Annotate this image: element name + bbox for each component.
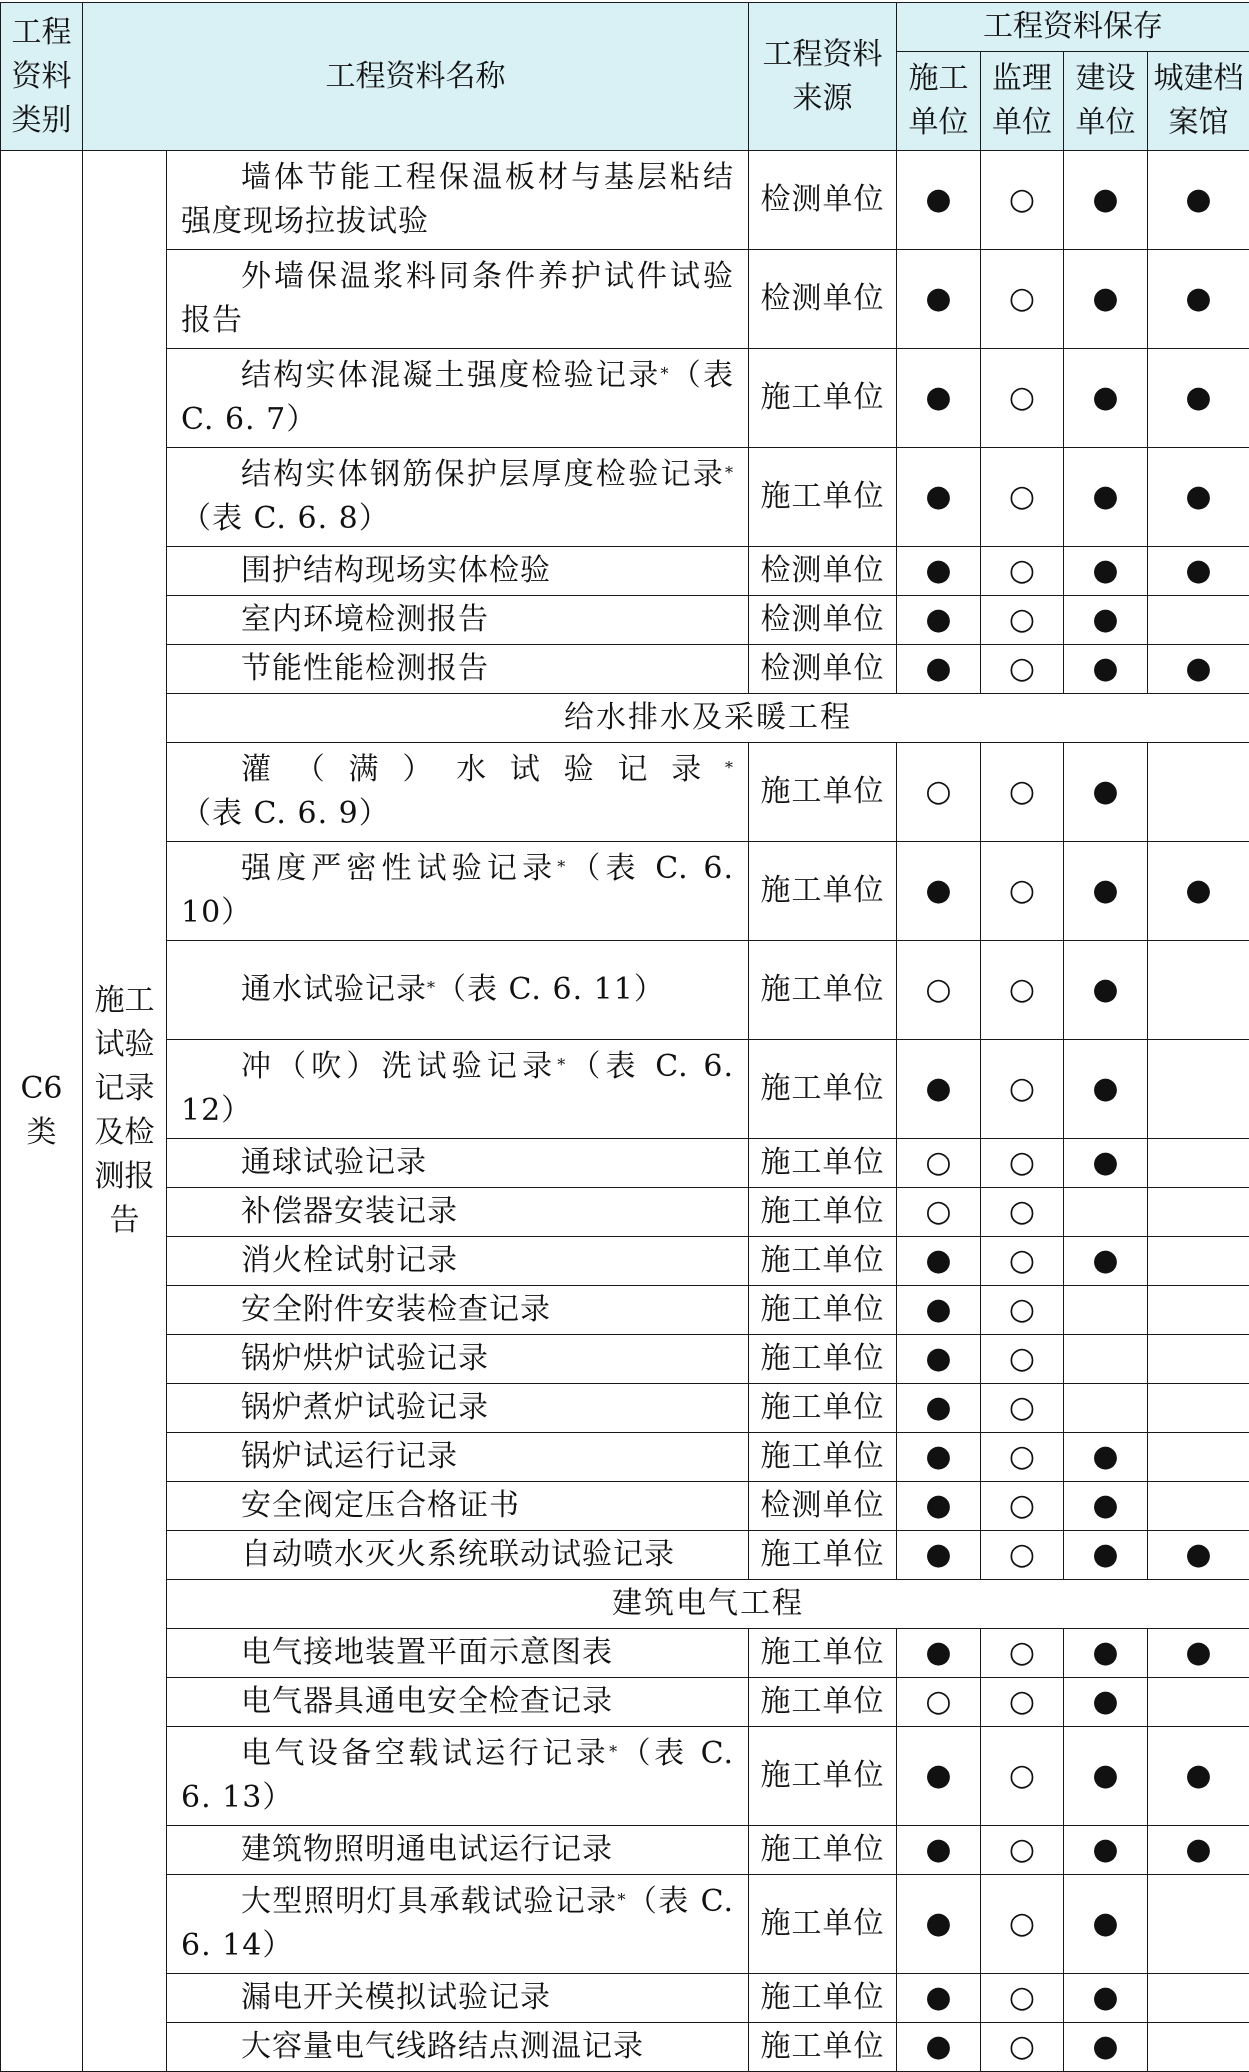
mark-construction: ○ [897, 1188, 981, 1237]
asterisk-mark: * [618, 1890, 627, 1909]
record-name-cell [167, 1678, 749, 1727]
mark-construction: ● [897, 1433, 981, 1482]
record-name-cell [167, 1826, 749, 1875]
mark-construction: ● [897, 842, 981, 941]
mark-construction: ○ [897, 941, 981, 1040]
mark-archive [1148, 2023, 1249, 2072]
mark-archive [1148, 1678, 1249, 1727]
table-row [1, 1531, 1249, 1580]
record-name-cell [167, 2023, 749, 2072]
mark-archive [1148, 596, 1249, 645]
record-source: 施工单位 [749, 1237, 897, 1286]
mark-supervision: ○ [981, 596, 1064, 645]
table-row [1, 2023, 1249, 2072]
record-name: 电气设备空载试运行记录 [241, 1736, 609, 1771]
section-row [1, 694, 1249, 743]
record-name: 大型照明灯具承载试验记录 [241, 1884, 618, 1919]
mark-construction: ● [897, 1482, 981, 1531]
table-row [1, 1040, 1249, 1139]
asterisk-mark: * [660, 364, 669, 383]
mark-archive [1148, 1974, 1249, 2023]
mark-owner: ● [1064, 743, 1148, 842]
table-row [1, 1384, 1249, 1433]
table-row [1, 1875, 1249, 1974]
mark-owner [1064, 1188, 1148, 1237]
mark-supervision: ○ [981, 151, 1064, 250]
mark-supervision: ○ [981, 250, 1064, 349]
mark-owner: ● [1064, 2023, 1148, 2072]
mark-owner [1064, 1335, 1148, 1384]
mark-construction: ● [897, 1727, 981, 1826]
mark-owner: ● [1064, 1678, 1148, 1727]
table-row [1, 645, 1249, 694]
mark-construction: ● [897, 1826, 981, 1875]
table-reference: （表 C. 6. 7） [181, 358, 734, 437]
mark-archive [1148, 743, 1249, 842]
record-name: 围护结构现场实体检验 [241, 553, 551, 588]
record-name-cell [167, 1433, 749, 1482]
record-source: 施工单位 [749, 1433, 897, 1482]
mark-construction: ● [897, 1629, 981, 1678]
table-body [1, 151, 1249, 2072]
record-source: 施工单位 [749, 941, 897, 1040]
record-name: 锅炉煮炉试验记录 [241, 1390, 489, 1425]
mark-owner: ● [1064, 1433, 1148, 1482]
record-name: 结构实体混凝土强度检验记录 [241, 358, 660, 393]
record-name: 强度严密性试验记录 [241, 851, 557, 886]
header-storage-supervision: 监理单位 [981, 52, 1064, 151]
record-source: 施工单位 [749, 1335, 897, 1384]
record-name-cell [167, 1335, 749, 1384]
mark-owner: ● [1064, 1826, 1148, 1875]
table-reference: （表 C. 6. 13） [181, 1736, 734, 1815]
asterisk-mark: * [427, 978, 436, 997]
mark-construction: ● [897, 2023, 981, 2072]
mark-construction: ● [897, 1237, 981, 1286]
mark-construction: ● [897, 1974, 981, 2023]
record-source: 施工单位 [749, 1629, 897, 1678]
record-name-cell [167, 1188, 749, 1237]
record-name: 电气接地装置平面示意图表 [241, 1635, 613, 1670]
record-name: 锅炉试运行记录 [241, 1439, 458, 1474]
mark-supervision: ○ [981, 2023, 1064, 2072]
record-name: 结构实体钢筋保护层厚度检验记录 [241, 457, 725, 492]
mark-owner [1064, 1384, 1148, 1433]
record-name: 电气器具通电安全检查记录 [241, 1684, 613, 1719]
record-name: 安全阀定压合格证书 [241, 1488, 520, 1523]
table-row [1, 1188, 1249, 1237]
mark-archive: ● [1148, 1629, 1249, 1678]
mark-owner: ● [1064, 349, 1148, 448]
record-name: 外墙保温浆料同条件养护试件试验报告 [181, 259, 734, 338]
table-row [1, 596, 1249, 645]
record-name-cell [167, 1139, 749, 1188]
record-name: 通水试验记录 [241, 972, 427, 1007]
table-row [1, 1974, 1249, 2023]
mark-archive: ● [1148, 349, 1249, 448]
record-source: 检测单位 [749, 250, 897, 349]
record-name: 大容量电气线路结点测温记录 [241, 2029, 644, 2064]
mark-owner: ● [1064, 1629, 1148, 1678]
mark-archive [1148, 1139, 1249, 1188]
record-name-cell [167, 645, 749, 694]
asterisk-mark: * [557, 1055, 566, 1074]
record-source: 施工单位 [749, 1826, 897, 1875]
mark-owner: ● [1064, 1237, 1148, 1286]
mark-owner: ● [1064, 1727, 1148, 1826]
record-source: 检测单位 [749, 596, 897, 645]
header-storage-owner: 建设单位 [1064, 52, 1148, 151]
record-name-cell [167, 1629, 749, 1678]
header-source: 工程资料来源 [749, 3, 897, 151]
record-source: 施工单位 [749, 1384, 897, 1433]
mark-construction: ● [897, 645, 981, 694]
record-source: 检测单位 [749, 547, 897, 596]
record-source: 检测单位 [749, 151, 897, 250]
mark-archive: ● [1148, 1727, 1249, 1826]
mark-owner [1064, 1286, 1148, 1335]
record-source: 施工单位 [749, 2023, 897, 2072]
mark-supervision: ○ [981, 743, 1064, 842]
mark-archive: ● [1148, 1826, 1249, 1875]
subcategory-label: 施工试验记录及检测报告 [95, 979, 155, 1243]
record-source: 施工单位 [749, 1531, 897, 1580]
record-source: 施工单位 [749, 448, 897, 547]
record-name: 漏电开关模拟试验记录 [241, 1980, 551, 2015]
table-row [1, 1678, 1249, 1727]
mark-owner: ● [1064, 1040, 1148, 1139]
record-source: 施工单位 [749, 1727, 897, 1826]
mark-supervision: ○ [981, 349, 1064, 448]
mark-archive: ● [1148, 250, 1249, 349]
record-name-cell [167, 547, 749, 596]
record-name: 室内环境检测报告 [241, 602, 489, 637]
mark-construction: ● [897, 1384, 981, 1433]
mark-construction: ● [897, 349, 981, 448]
mark-supervision: ○ [981, 1139, 1064, 1188]
record-name: 墙体节能工程保温板材与基层粘结强度现场拉拔试验 [181, 160, 734, 239]
mark-archive: ● [1148, 151, 1249, 250]
header-category: 工程资料类别 [1, 3, 83, 151]
record-name: 节能性能检测报告 [241, 651, 489, 686]
record-name-cell [167, 743, 749, 842]
record-name-cell [167, 1286, 749, 1335]
record-source: 施工单位 [749, 1188, 897, 1237]
records-table [0, 2, 1249, 2072]
record-name: 安全附件安装检查记录 [241, 1292, 551, 1327]
mark-supervision: ○ [981, 1384, 1064, 1433]
mark-supervision: ○ [981, 1433, 1064, 1482]
mark-supervision: ○ [981, 1531, 1064, 1580]
record-name-cell [167, 349, 749, 448]
section-row [1, 1580, 1249, 1629]
record-source: 施工单位 [749, 1139, 897, 1188]
section-title: 给水排水及采暖工程 [167, 694, 1249, 743]
record-name-cell [167, 1482, 749, 1531]
record-name-cell [167, 1384, 749, 1433]
mark-supervision: ○ [981, 1875, 1064, 1974]
table-row [1, 842, 1249, 941]
mark-construction: ● [897, 1286, 981, 1335]
mark-supervision: ○ [981, 1237, 1064, 1286]
mark-owner: ● [1064, 1531, 1148, 1580]
mark-archive [1148, 1433, 1249, 1482]
record-name-cell [167, 1531, 749, 1580]
mark-owner: ● [1064, 151, 1148, 250]
header-storage: 工程资料保存 [897, 3, 1249, 52]
mark-construction: ● [897, 596, 981, 645]
mark-supervision: ○ [981, 1678, 1064, 1727]
table-row [1, 547, 1249, 596]
table-reference: （表 C. 6. 8） [181, 501, 390, 536]
header-storage-construction: 施工单位 [897, 52, 981, 151]
mark-archive [1148, 1188, 1249, 1237]
mark-owner: ● [1064, 547, 1148, 596]
record-source: 施工单位 [749, 842, 897, 941]
record-name-cell [167, 1040, 749, 1139]
mark-archive: ● [1148, 547, 1249, 596]
mark-supervision: ○ [981, 547, 1064, 596]
mark-construction: ● [897, 448, 981, 547]
mark-construction: ○ [897, 1678, 981, 1727]
table-row [1, 1482, 1249, 1531]
mark-owner: ● [1064, 842, 1148, 941]
table-reference: （表 C. 6. 9） [181, 796, 390, 831]
record-name-cell [167, 842, 749, 941]
record-source: 施工单位 [749, 1040, 897, 1139]
mark-construction: ● [897, 547, 981, 596]
record-source: 施工单位 [749, 1875, 897, 1974]
mark-supervision: ○ [981, 1286, 1064, 1335]
mark-owner: ● [1064, 1139, 1148, 1188]
mark-owner: ● [1064, 1482, 1148, 1531]
record-name: 自动喷水灭火系统联动试验记录 [241, 1537, 675, 1572]
record-source: 施工单位 [749, 1678, 897, 1727]
mark-construction: ● [897, 1040, 981, 1139]
asterisk-mark: * [725, 463, 734, 482]
mark-construction: ○ [897, 743, 981, 842]
record-name: 通球试验记录 [241, 1145, 427, 1180]
table-row [1, 941, 1249, 1040]
record-name-cell [167, 1727, 749, 1826]
mark-supervision: ○ [981, 941, 1064, 1040]
mark-owner: ● [1064, 1875, 1148, 1974]
table-row [1, 448, 1249, 547]
table-reference: （表 C. 6. 10） [181, 851, 734, 930]
mark-archive: ● [1148, 448, 1249, 547]
mark-owner: ● [1064, 1974, 1148, 2023]
mark-owner: ● [1064, 596, 1148, 645]
table-reference: （表 C. 6. 12） [181, 1049, 734, 1128]
record-name-cell [167, 448, 749, 547]
mark-owner: ● [1064, 250, 1148, 349]
mark-owner: ● [1064, 941, 1148, 1040]
table-row [1, 349, 1249, 448]
asterisk-mark: * [725, 758, 734, 777]
mark-construction: ● [897, 250, 981, 349]
mark-supervision: ○ [981, 1040, 1064, 1139]
record-source: 施工单位 [749, 743, 897, 842]
record-name-cell [167, 1237, 749, 1286]
record-name: 消火栓试射记录 [241, 1243, 458, 1278]
table-row [1, 1335, 1249, 1384]
record-name: 补偿器安装记录 [241, 1194, 458, 1229]
mark-supervision: ○ [981, 1974, 1064, 2023]
table-row [1, 1826, 1249, 1875]
mark-owner: ● [1064, 448, 1148, 547]
mark-archive [1148, 1237, 1249, 1286]
mark-supervision: ○ [981, 1727, 1064, 1826]
mark-archive [1148, 1875, 1249, 1974]
record-name: 锅炉烘炉试验记录 [241, 1341, 489, 1376]
mark-owner: ● [1064, 645, 1148, 694]
mark-supervision: ○ [981, 842, 1064, 941]
mark-archive: ● [1148, 842, 1249, 941]
mark-supervision: ○ [981, 1826, 1064, 1875]
mark-construction: ● [897, 1335, 981, 1384]
mark-supervision: ○ [981, 1629, 1064, 1678]
subcategory-cell [83, 151, 167, 2072]
record-source: 检测单位 [749, 645, 897, 694]
table-reference: （表 C. 6. 14） [181, 1884, 734, 1963]
record-name-cell [167, 596, 749, 645]
record-source: 检测单位 [749, 1482, 897, 1531]
mark-construction: ● [897, 1875, 981, 1974]
record-source: 施工单位 [749, 1286, 897, 1335]
table-row [1, 1237, 1249, 1286]
table-row [1, 1139, 1249, 1188]
mark-archive [1148, 1335, 1249, 1384]
table-row [1, 1433, 1249, 1482]
record-source: 施工单位 [749, 1974, 897, 2023]
table-row [1, 1286, 1249, 1335]
mark-supervision: ○ [981, 645, 1064, 694]
record-name-cell [167, 1875, 749, 1974]
mark-archive [1148, 941, 1249, 1040]
header-name: 工程资料名称 [83, 3, 749, 151]
record-name-cell [167, 250, 749, 349]
table-row [1, 151, 1249, 250]
table-row [1, 743, 1249, 842]
asterisk-mark: * [557, 857, 566, 876]
mark-supervision: ○ [981, 448, 1064, 547]
mark-archive [1148, 1286, 1249, 1335]
category-cell: C6 类 [1, 151, 83, 2072]
table-reference: （表 C. 6. 11） [436, 972, 665, 1007]
mark-archive [1148, 1040, 1249, 1139]
record-name-cell [167, 941, 749, 1040]
record-name: 灌（满）水试验记录 [241, 752, 725, 787]
record-name: 建筑物照明通电试运行记录 [241, 1832, 613, 1867]
table-row [1, 1727, 1249, 1826]
record-name-cell [167, 1974, 749, 2023]
header-storage-archive: 城建档案馆 [1148, 52, 1249, 151]
section-title: 建筑电气工程 [167, 1580, 1249, 1629]
mark-construction: ● [897, 1531, 981, 1580]
record-name-cell [167, 151, 749, 250]
asterisk-mark: * [609, 1742, 618, 1761]
mark-supervision: ○ [981, 1188, 1064, 1237]
table-row [1, 1629, 1249, 1678]
table-row [1, 250, 1249, 349]
mark-supervision: ○ [981, 1482, 1064, 1531]
mark-archive [1148, 1482, 1249, 1531]
mark-construction: ○ [897, 1139, 981, 1188]
record-name: 冲（吹）洗试验记录 [241, 1049, 557, 1084]
mark-archive: ● [1148, 1531, 1249, 1580]
mark-archive: ● [1148, 645, 1249, 694]
record-source: 施工单位 [749, 349, 897, 448]
mark-archive [1148, 1384, 1249, 1433]
mark-supervision: ○ [981, 1335, 1064, 1384]
mark-construction: ● [897, 151, 981, 250]
